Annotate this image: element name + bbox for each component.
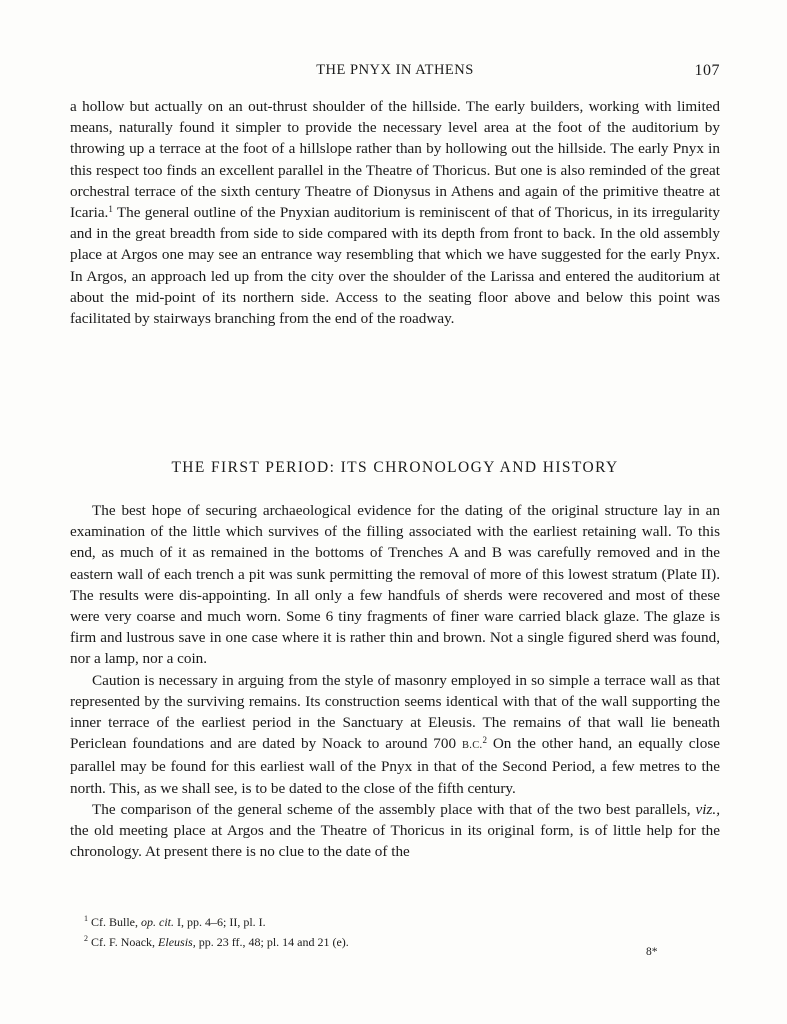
text-run: a hollow but actually on an out-thrust shoulder of the hillside. The early builders, working with limited means, naturally found it simpler to provide the necessary level area at the foot of the auditorium by throwing up a terrace at the foot of a hillslope rather than by hollowing out the hillside. The early Pnyx in this respect too finds an excellent parallel in the Theatre of Thoricus. But one is also reminded of the great orchestral terrace of the sixth century Theatre of Dionysus in Athens and again of the primitive theatre at Icaria.	[70, 98, 720, 222]
footnote	[70, 931, 720, 951]
running-title: THE PNYX IN ATHENS	[316, 62, 474, 78]
paragraph	[70, 799, 720, 863]
text-run: The general outline of the Pnyxian auditorium is reminiscent of that of Thoricus, in its irregularity and in the great breadth from side to side compared with its depth from front to back. In the old assembly place at Argos one may see an entrance way resembling that which we have suggested for the early Pnyx. In Argos, an approach led up from the city over the shoulder of the Larissa and entered the auditorium at about the mid-point of its northern side. Access to the seating floor above and below this point was facilitated by stairways branching from the end of the roadway.	[70, 204, 720, 328]
continuation-paragraph	[70, 96, 720, 329]
footnote-ref: 1	[108, 204, 113, 215]
text-run: Caution is necessary in arguing from the style of masonry employed in so simple a terrace wall as that represented by the surviving remains. Its construction seems identical with that of the wall supporting the inner terrace of the earliest period in the Sanctuary at Eleusis. The remains of that wall lie beneath Periclean foundations and are dated by Noack to around 700	[70, 671, 720, 753]
paragraph: The best hope of securing archaeological evidence for the dating of the original structure lay in an examination of the little which survives of the filling associated with the earliest retaining wall. To this end, as much of it as remained in the bottoms of Trenches A and B was carefully removed and in the eastern wall of each trench a pit was sunk permitting the removal of more of this lowest stratum (Plate II). The results were dis-appointing. In all only a few handfuls of sherds were recovered and most of these were very coarse and much worn. Some 6 tiny fragments of finer ware carried black glaze. The glaze is firm and lustrous save in one case where it is rather thin and brown. Not a single figured sherd was found, nor a lamp, nor a coin.	[70, 502, 720, 668]
footnote-ref: 2	[482, 735, 487, 746]
footnote-italic: Eleusis,	[158, 934, 196, 949]
small-caps-bc: B.C.	[461, 740, 483, 752]
footnote-mark: 2	[84, 933, 88, 943]
page-number: 107	[694, 62, 720, 79]
footnote-mark: 1	[84, 914, 88, 923]
section-body	[70, 500, 720, 862]
footnote	[70, 911, 720, 931]
paragraph	[70, 670, 720, 799]
footnote-text: Cf. Bulle,	[91, 915, 141, 929]
footnote-text: pp. 23 ff., 48; pl. 14 and 21 (e).	[195, 934, 349, 949]
italic-viz: viz.,	[695, 800, 720, 818]
section-heading: THE FIRST PERIOD: ITS CHRONOLOGY AND HISTORY	[171, 459, 619, 476]
text-run: the old meeting place at Argos and the Theatre of Thoricus in its original form, is of little help for the chronology. At present there is no clue to the date of the	[70, 822, 720, 861]
footnote-text: I, pp. 4–6; II, pl. I.	[174, 915, 266, 929]
running-head	[70, 62, 720, 84]
signature-mark: 8*	[646, 946, 658, 958]
footnotes	[70, 911, 720, 950]
footnote-italic: op. cit.	[141, 915, 174, 929]
text-run: On the other hand, an equally close parallel may be found for this earliest wall of the Pnyx in that of the Second Period, a few metres to the north. This, as we shall see, is to be dated to the close of the fifth century.	[70, 735, 720, 797]
text-run: The comparison of the general scheme of the assembly place with that of the two best parallels,	[92, 800, 696, 818]
footnote-text: Cf. F. Noack,	[91, 934, 159, 949]
paragraph	[70, 96, 720, 329]
